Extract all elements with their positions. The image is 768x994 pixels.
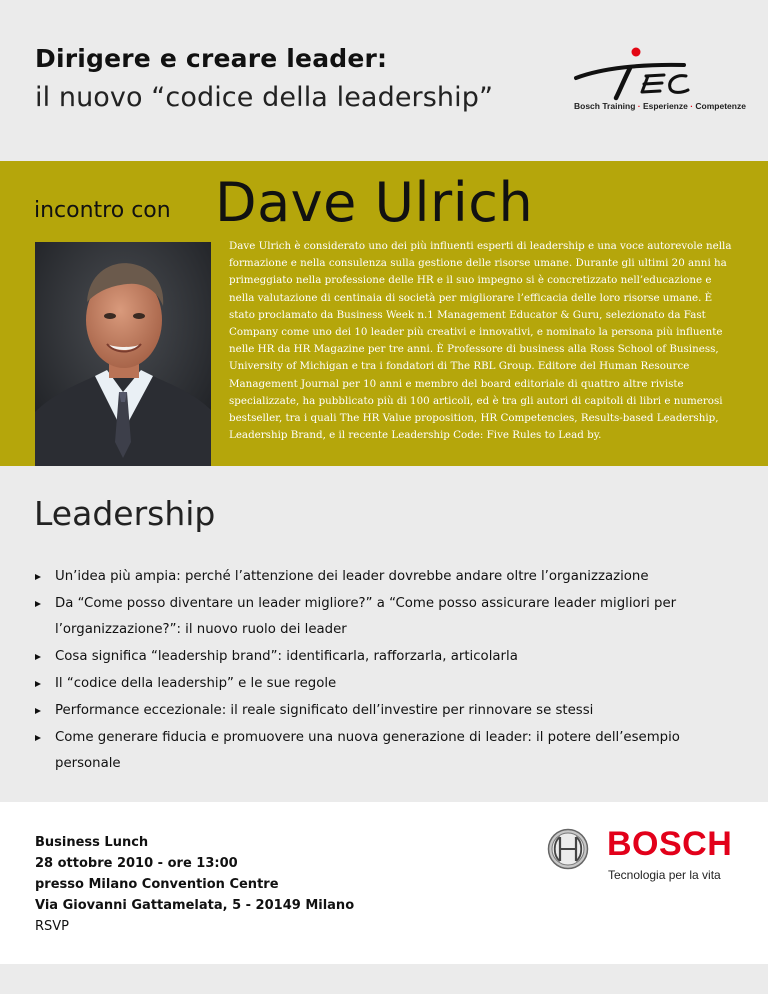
bullet-icon [35,681,41,687]
bullet-icon [35,708,41,714]
list-item: Performance eccezionale: il reale significato dell’investire per rinnovare se stessi [35,698,735,724]
bullet-icon [35,735,41,741]
tagline-part: Competenze [695,101,746,111]
tec-tagline: Bosch Training · Esperienze · Competenze [574,101,746,111]
bullet-icon [35,574,41,580]
list-item: Cosa significa “leadership brand”: identificarla, rafforzarla, articolarla [35,644,735,670]
page-title: Dirigere e creare leader: [35,44,388,73]
event-rsvp: RSVP [35,919,70,934]
list-item: Come generare fiducia e promuovere una nuova generazione di leader: il potere dell’esempio personale [35,725,735,777]
speaker-intro: incontro con [34,198,171,223]
event-address: Via Giovanni Gattamelata, 5 - 20149 Milano [35,898,355,913]
list-item: Da “Come posso diventare un leader migliore?” a “Come posso assicurare leader migliori per l’organizzazione?”: il nuovo ruolo dei leader [35,591,735,643]
bottom-strip [0,964,768,994]
bosch-armature-icon [547,828,589,870]
topic-list [35,564,735,778]
page-subtitle: il nuovo “codice della leadership” [35,82,494,113]
event-datetime: 28 ottobre 2010 - ore 13:00 [35,856,238,871]
section-title: Leadership [34,494,216,533]
bosch-tagline: Tecnologia per la vita [608,868,721,882]
speaker-name: Dave Ulrich [215,171,534,234]
tagline-part: Esperienze [642,101,688,111]
tagline-part: Bosch Training [574,101,636,111]
event-venue: presso Milano Convention Centre [35,877,279,892]
bullet-icon [35,654,41,660]
list-item: Un’idea più ampia: perché l’attenzione dei leader dovrebbe andare oltre l’organizzazione [35,564,735,590]
event-details [35,832,354,937]
list-item: Il “codice della leadership” e le sue regole [35,671,735,697]
bullet-icon [35,601,41,607]
event-type: Business Lunch [35,835,149,850]
bosch-logo-text: BOSCH [607,825,733,863]
speaker-bio: Dave Ulrich è considerato uno dei più influenti esperti di leadership e una voce autorevole nella formazione e nella consulenza sulla gestione delle risorse umane. Durante gli ultimi 20 anni ha primeggiato nella professione delle HR e il suo impegno si è concretizzato nell’educazione e nella valutazione di centinaia di società per migliorare l’efficacia delle loro risorse umane. È stato proclamato da Business Week n.1 Management Educator & Guru, selezionato da Fast Company come uno dei 10 leader più creativi e innovativi, e nominato la persona più influente nelle HR da HR Magazine per tre anni. È Professore di business alla Ross School of Business, University of Michigan e tra i fondatori di The RBL Group. Editore del Human Resource Management Journal per 10 anni e membro del board editoriale di quattro altre riviste specializzate, ha pubblicato più di 100 articoli, ed è tra gli autori di capitoli di libri e numerosi bestseller, tra i quali The HR Value proposition, HR Competencies, Results-based Leadership, Leadership Brand, e il recente Leadership Code: Five Rules to Lead by. [229,240,732,442]
speaker-photo [35,242,211,466]
